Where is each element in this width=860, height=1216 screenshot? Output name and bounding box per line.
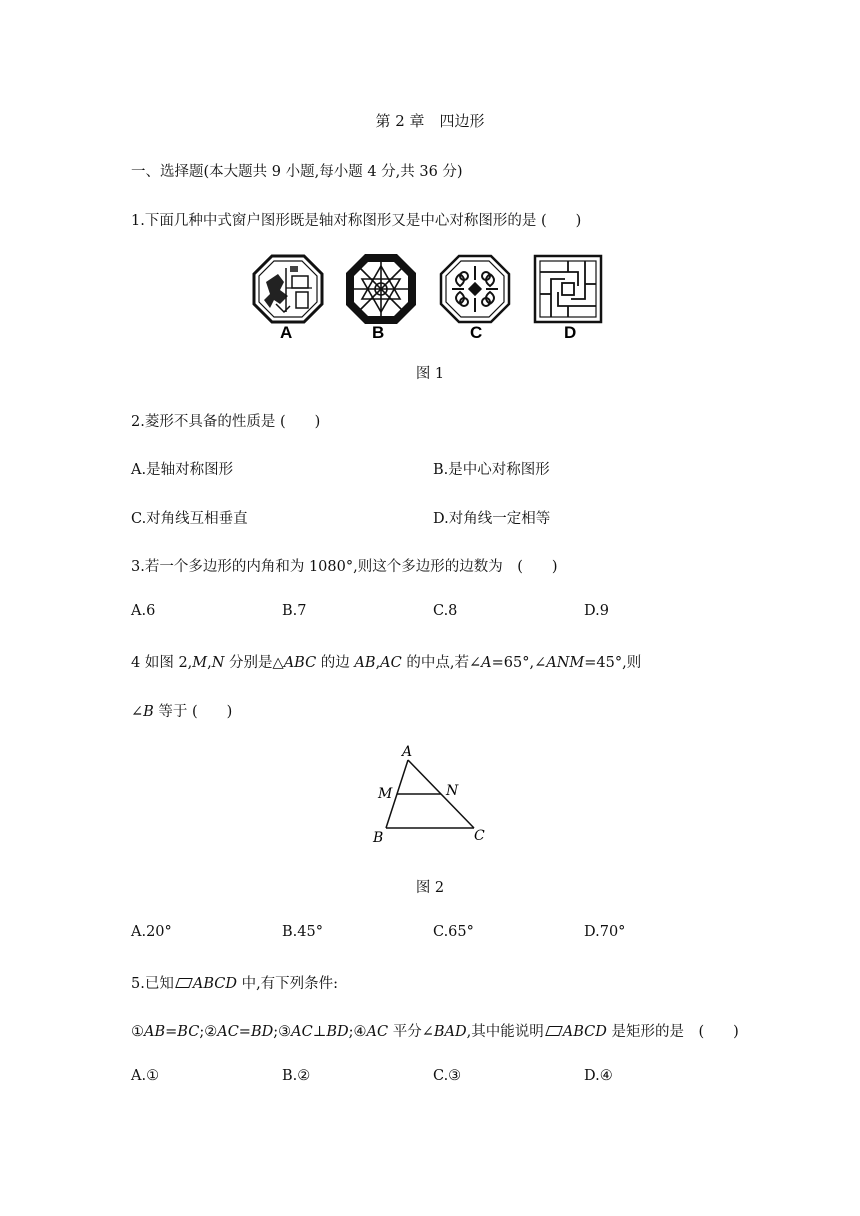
vertex-label-a: A (402, 744, 413, 760)
triangle-figure (360, 740, 500, 850)
q5-conditions: ①AB=BC;②AC=BD;③AC⊥BD;④AC 平分∠BAD,其中能说明 ABCD 是矩形的是 ( ) (131, 1024, 739, 1040)
window-pattern-a (254, 256, 322, 322)
q4-option-b[interactable]: B.45° (282, 924, 323, 940)
q2-stem: 2.菱形不具备的性质是 ( ) (131, 414, 321, 430)
q3-option-d[interactable]: D.9 (584, 603, 609, 619)
window-label-d: D (564, 323, 577, 342)
q4-option-a[interactable]: A.20° (131, 924, 172, 940)
q5-stem: 5.已知 ABCD 中,有下列条件: (131, 976, 339, 992)
window-label-c: C (470, 323, 483, 342)
window-pattern-b (346, 254, 416, 324)
q3-option-b[interactable]: B.7 (282, 603, 307, 619)
q2-option-a[interactable]: A.是轴对称图形 (131, 462, 234, 478)
q3-option-c[interactable]: C.8 (433, 603, 458, 619)
window-label-b: B (372, 323, 385, 342)
q1-stem: 1.下面几种中式窗户图形既是轴对称图形又是中心对称图形的是 ( ) (131, 213, 582, 229)
q4-stem: 4 如图 2,M,N 分别是△ABC 的边 AB,AC 的中点,若∠A=65°,∠ANM=45°,则 (131, 655, 642, 671)
point-label-m: M (378, 786, 393, 802)
vertex-label-c: C (474, 828, 485, 844)
window-patterns-figure (250, 252, 610, 342)
q2-option-d[interactable]: D.对角线一定相等 (433, 511, 551, 527)
q2-option-c[interactable]: C.对角线互相垂直 (131, 511, 248, 527)
figure-1-caption: 图 1 (415, 366, 445, 382)
q4-option-c[interactable]: C.65° (433, 924, 474, 940)
chapter-title: 第 2 章 四边形 (375, 112, 485, 130)
q4-stem-continued: ∠B 等于 ( ) (131, 704, 233, 720)
parallelogram-symbol (545, 1026, 563, 1036)
q2-option-b[interactable]: B.是中心对称图形 (433, 462, 550, 478)
window-pattern-d (535, 256, 601, 322)
q4-option-d[interactable]: D.70° (584, 924, 626, 940)
vertex-label-b: B (373, 830, 384, 846)
window-pattern-c (441, 256, 509, 322)
q3-stem: 3.若一个多边形的内角和为 1080°,则这个多边形的边数为 ( ) (131, 559, 558, 575)
q5-option-c[interactable]: C.③ (433, 1068, 462, 1084)
q5-option-d[interactable]: D.④ (584, 1068, 613, 1084)
q5-option-b[interactable]: B.② (282, 1068, 311, 1084)
q3-option-a[interactable]: A.6 (131, 603, 156, 619)
parallelogram-symbol (175, 978, 193, 988)
section-heading: 一、选择题(本大题共 9 小题,每小题 4 分,共 36 分) (131, 164, 463, 180)
q5-option-a[interactable]: A.① (131, 1068, 160, 1084)
window-label-a: A (280, 323, 293, 342)
point-label-n: N (446, 783, 459, 799)
figure-2-caption: 图 2 (415, 880, 445, 896)
